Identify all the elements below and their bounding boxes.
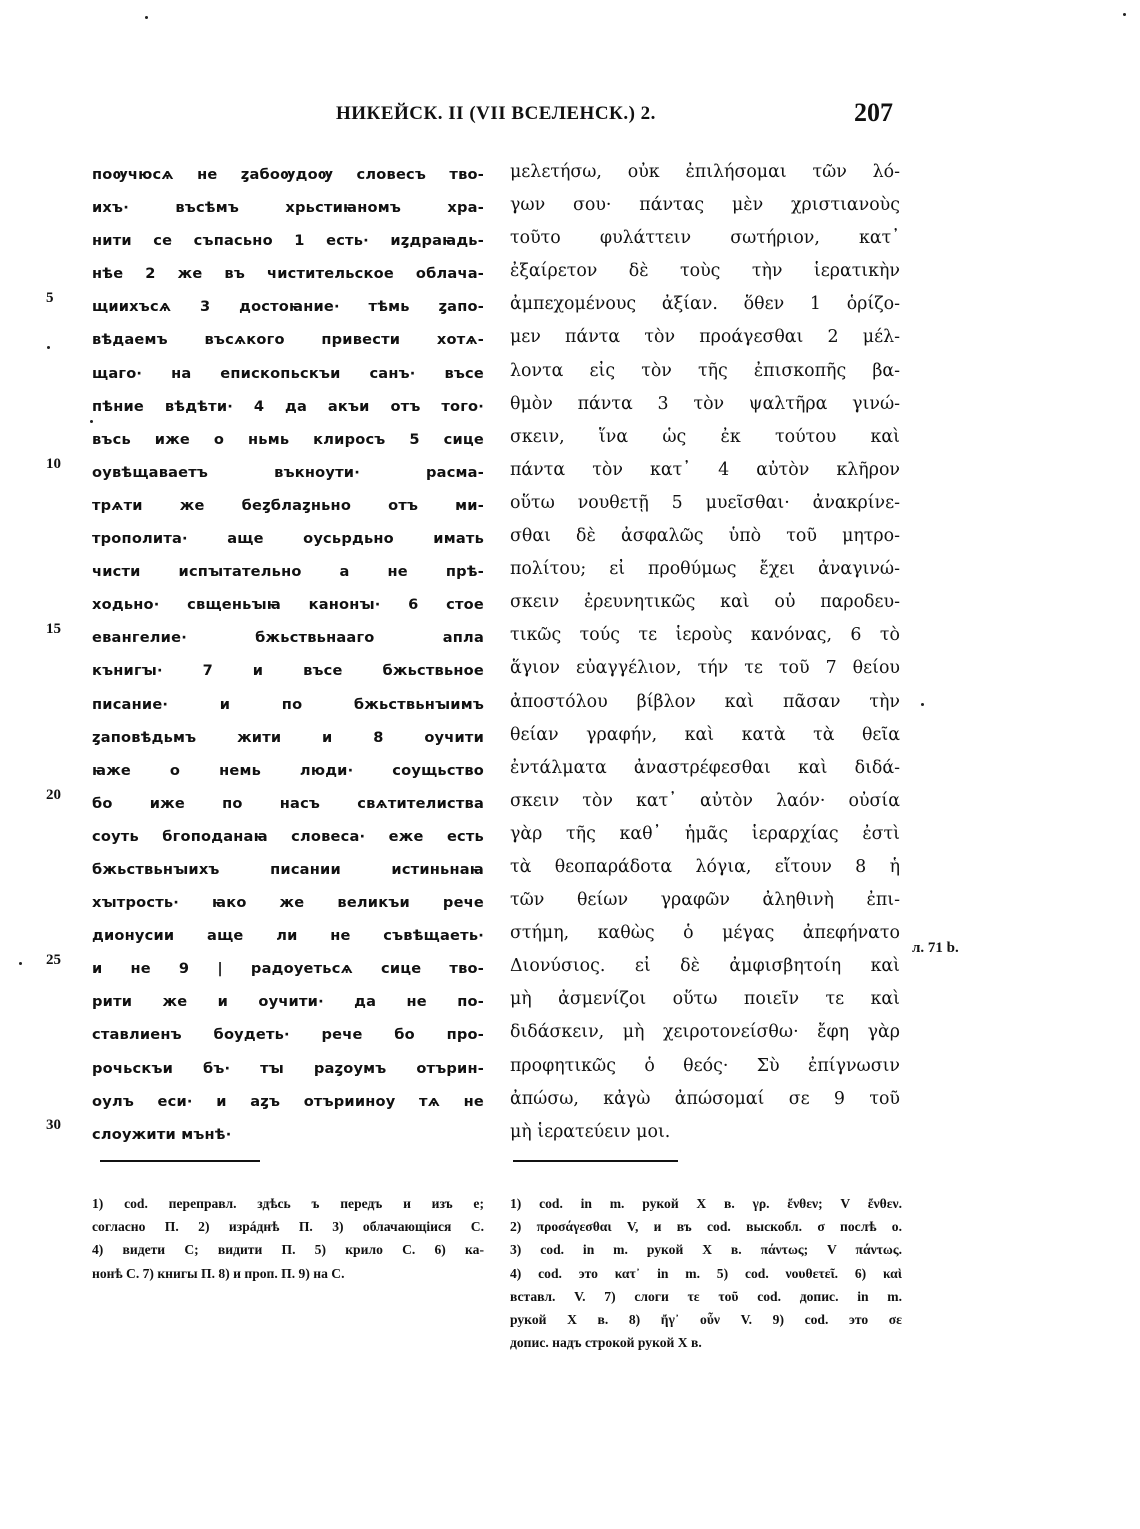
greek-line: ἀμπεχομένους ἀξίαν. ὅθεν 1 ὁρίζο- [510, 294, 900, 315]
slavonic-line: хꙑтрость· ꙗко же великъи рече [92, 894, 484, 912]
print-mark [19, 962, 22, 965]
greek-line: προφητικῶς ὁ θεός· Σὺ ἐπίγνωσιν [510, 1055, 900, 1076]
line-number-5: 5 [46, 290, 54, 306]
footnote-line: рукой X в. 8) ἤγ᾽ οὖν V. 9) cod. это σε [510, 1311, 902, 1327]
greek-line: στήμη, καθὼς ὁ μέγας ἀπεφήνατο [510, 923, 900, 944]
slavonic-line: ꙗже о немь люди· соущьство [92, 761, 484, 779]
line-number-15: 15 [46, 621, 61, 637]
greek-line: τῶν θείων γραφῶν ἀληθινὴ ἐπι- [510, 890, 900, 911]
greek-line: σκειν τὸν κατ᾽ αὐτὸν λαόν· οὐσία [510, 790, 900, 811]
footnote-line: 4) cod. это κατ᾽ in m. 5) cod. νουθετεῖ. 6) καὶ [510, 1265, 902, 1281]
print-mark [1123, 13, 1126, 16]
slavonic-line: рочьскъи бъ· тꙑ раȥоумъ отърин- [92, 1059, 484, 1077]
greek-line: λοντα εἰς τὸν τῆς ἐπισκοπῆς βα- [510, 360, 900, 381]
slavonic-line: евангелие· бжьствьнааго апла [92, 629, 484, 647]
slavonic-line: трѧти же беȥблаȥньно отъ ми- [92, 496, 484, 514]
page-number: 207 [854, 98, 893, 127]
print-mark [145, 16, 148, 19]
greek-line: θμὸν πάντα 3 τὸν ψαλτῆρα γινώ- [510, 393, 900, 414]
footnote-line: допис. надъ строкой рукой X в. [510, 1335, 702, 1351]
footnote-line: вставл. V. 7) слоги τε τοῦ cod. допис. in m. [510, 1288, 902, 1304]
footnote-line: 1) cod. переправл. здѣсь ъ передъ и изъ е; [92, 1196, 484, 1211]
footnote-line: 2) προσάγεσθαι V, и въ cod. выскобл. σ послѣ ο. [510, 1219, 902, 1235]
greek-line: μὴ ἀσμενίζοι οὕτω ποιεῖν τε καὶ [510, 989, 900, 1010]
slavonic-line: оувѣщаваетъ въкноути· расма- [92, 463, 484, 481]
slavonic-line: вѣдаемъ въсѧкого привести хотѧ- [92, 331, 484, 349]
greek-line: μεν πάντα τὸν προάγεσθαι 2 μέλ- [510, 327, 900, 348]
slavonic-line: дионусии аще ли не съвѣщаеть· [92, 927, 484, 945]
greek-footnotes [510, 1192, 902, 1354]
slavonic-line: соуть бгоподанаꙗ словеса· еже есть [92, 827, 484, 845]
footnote-rule-left [100, 1160, 260, 1162]
greek-line: οὕτω νουθετῇ 5 μυεῖσθαι· ἀνακρίνε- [510, 492, 900, 513]
greek-line: ἅγιον εὐαγγέλιον, τήν τε τοῦ 7 θείου [510, 658, 900, 679]
footnote-line: 4) видети С; видити П. 5) крило С. 6) ка- [92, 1242, 484, 1258]
slavonic-line: писание· и по бжьствьнꙑимъ [92, 695, 484, 713]
greek-line: πάντα τὸν κατ᾽ 4 αὐτὸν κλῆρον [510, 459, 900, 480]
footnote-line: 1) cod. in m. рукой X в. γρ. ἔνθεν; V ἔνθεν. [510, 1196, 902, 1211]
footnote-line: 3) cod. in m. рукой X в. πάντως; V πάντως. [510, 1242, 902, 1258]
slavonic-line: нѣе 2 же въ чистительское облача- [92, 265, 484, 283]
greek-text-column [510, 156, 900, 1149]
slavonic-line: кънигꙑ· 7 и въсе бжьствьное [92, 662, 484, 680]
greek-line: τικῶς τούς τε ἱεροὺς κανόνας, 6 τὸ [510, 625, 900, 646]
slavonic-text-column [92, 158, 484, 1151]
greek-line: σκειν ἐρευνητικῶς καὶ οὐ παροδευ- [510, 592, 900, 613]
slavonic-line: щиихъсѧ 3 достоꙗние· тѣмь ȥапо- [92, 298, 484, 316]
line-number-10: 10 [46, 456, 61, 472]
greek-line: πολίτου; εἰ προθύμως ἔχει ἀναγινώ- [510, 559, 900, 580]
slavonic-line: ходьно· свщеньꙑꙗ канонꙑ· 6 стое [92, 596, 484, 614]
slavonic-line: чисти испꙑтательно а не прѣ- [92, 563, 484, 581]
print-mark [921, 703, 924, 706]
greek-line: Διονύσιος. εἰ δὲ ἀμφισβητοίη καὶ [510, 956, 900, 977]
greek-line: σκειν, ἵνα ὡς ἐκ τούτου καὶ [510, 426, 900, 447]
slavonic-line: оулъ еси· и аȥъ отърииноу тѧ не [92, 1092, 484, 1110]
slavonic-line: ставлиенъ боудеть· рече бо про- [92, 1026, 484, 1044]
footnote-rule-right [513, 1160, 678, 1162]
slavonic-line: въсь иже о ньмь клиросъ 5 сице [92, 430, 484, 448]
greek-line: σθαι δὲ ἀσφαλῶς ὑπὸ τοῦ μητρο- [510, 526, 900, 547]
line-number-30: 30 [46, 1117, 61, 1133]
slavonic-line: поѹчюсѧ не ȥабоѹдоѹ словесъ тво- [92, 166, 484, 183]
slavonic-line: бо иже по насъ свѧтителиства [92, 794, 484, 812]
slavonic-line: ихъ· въсѣмъ хрьстиꙗномъ хра- [92, 199, 484, 217]
greek-line: ἐντάλματα ἀναστρέφεσθαι καὶ διδά- [510, 757, 900, 778]
margin-folio-note: л. 71 b. [912, 940, 959, 956]
print-mark [47, 346, 50, 349]
slavonic-line: рити же и оучити· да не по- [92, 993, 484, 1011]
slavonic-line: и не 9 | радоуетьсѧ сице тво- [92, 960, 484, 978]
greek-line: τὰ θεοπαράδοτα λόγια, εἴτουν 8 ἡ [510, 856, 900, 877]
line-number-25: 25 [46, 952, 61, 968]
slavonic-line: нити се съпасьно 1 есть· иȥдраꙗдь- [92, 232, 484, 250]
header-title: НИКЕЙСК. II (VII ВСЕЛЕНСК.) 2. [336, 103, 656, 124]
slavonic-line: ȥаповѣдьмъ жити и 8 оучити [92, 728, 484, 746]
slavonic-line: слоужити мънѣ· [92, 1125, 232, 1143]
slavonic-footnotes [92, 1192, 484, 1285]
greek-line: τοῦτο φυλάττειν σωτήριον, κατ᾽ [510, 228, 900, 249]
greek-line: θείαν γραφήν, καὶ κατὰ τὰ θεῖα [510, 724, 900, 745]
greek-line: γὰρ τῆς καθ᾽ ἡμᾶς ἱεραρχίας ἐστὶ [510, 823, 900, 844]
slavonic-line: пѣние вѣдѣти· 4 да акъи отъ того· [92, 397, 484, 415]
slavonic-line: трополита· аще оусьрдьно имать [92, 530, 484, 548]
greek-line: διδάσκειν, μὴ χειροτονείσθω· ἔφη γὰρ [510, 1022, 900, 1043]
greek-line: ἀπώσω, κἀγὼ ἀπώσομαί σε 9 τοῦ [510, 1088, 900, 1109]
slavonic-line: щаго· на епископьскъи санъ· въсе [92, 364, 484, 382]
footnote-line: нонѣ С. 7) книгы П. 8) и проп. П. 9) на С. [92, 1265, 345, 1281]
line-number-20: 20 [46, 787, 61, 803]
greek-line: μὴ ἱερατεύειν μοι. [510, 1121, 671, 1142]
slavonic-line: бжьствьнꙑихъ писании истиньнаꙗ [92, 860, 484, 878]
greek-line: ἐξαίρετον δὲ τοὺς τὴν ἱερατικὴν [510, 261, 900, 282]
greek-line: ἀποστόλου βίβλον καὶ πᾶσαν τὴν [510, 691, 900, 712]
greek-line: μελετήσω, οὐκ ἐπιλήσομαι τῶν λό- [510, 162, 900, 182]
greek-line: γων σου· πάντας μὲν χριστιανοὺς [510, 195, 900, 216]
footnote-line: согласно П. 2) изрáднѣ П. 3) облачающіися С. [92, 1219, 484, 1235]
